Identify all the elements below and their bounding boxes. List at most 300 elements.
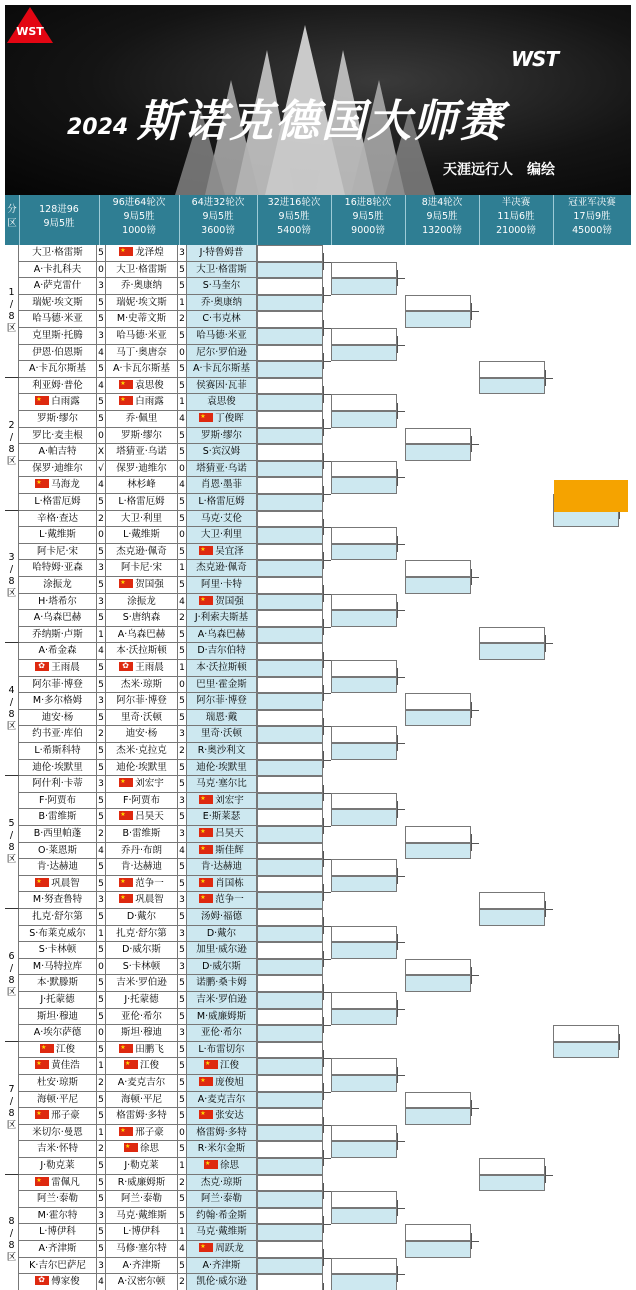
player-cell [187,876,257,893]
player-cell [106,876,178,893]
score-cell: 5 [178,1042,187,1059]
player-cell: 乔纳斯·卢斯 [19,627,97,644]
slot-box [405,975,471,992]
player-cell: 扎克·舒尔第 [19,909,97,926]
player-cell: 乔·奥康纳 [187,295,257,312]
player-cell: 亚伦·希尔 [187,1025,257,1042]
player-cell: S·卡林顿 [19,942,97,959]
slot-box [257,843,323,860]
player-cell [106,1058,178,1075]
slot-box [331,262,397,279]
round-header-3 [179,195,257,245]
player-cell: 林杉峰 [106,477,178,494]
player-cell: R·奥沙利文 [187,743,257,760]
slot-box [257,826,323,843]
player-cell: 迪伦·埃默里 [106,760,178,777]
china-flag-icon [199,828,213,837]
slot-box [331,926,397,943]
player-cell: 罗斯·缪尔 [187,428,257,445]
slot-box [331,610,397,627]
score-cell: 5 [97,1158,106,1175]
score-cell: 5 [178,859,187,876]
bracket-line [397,809,405,810]
bracket-line [397,477,405,478]
player-cell: 杜安·琼斯 [19,1075,97,1092]
table-row [19,461,257,478]
bracket-line [397,345,405,346]
player-cell: 斯坦·穆迪 [19,1009,97,1026]
slot-box [331,527,397,544]
bracket-line [397,1141,405,1142]
score-cell: 4 [178,477,187,494]
player-cell [19,1108,97,1125]
slot-box [257,544,323,561]
bracket-line [397,411,405,412]
slot-box [257,959,323,976]
table-row [19,660,257,677]
player-name: 巩晨智 [51,877,80,889]
slot-box [479,892,545,909]
score-cell: 5 [97,909,106,926]
hong-kong-flag-icon [35,662,49,671]
round-header-line: 45000镑 [572,225,612,236]
player-name: 田鹏飞 [135,1043,164,1055]
score-cell: 5 [178,361,187,378]
table-row [19,1175,257,1192]
player-cell: A·乌森巴赫 [187,627,257,644]
china-flag-icon [204,1160,218,1169]
china-flag-icon [119,396,133,405]
china-flag-icon [199,1243,213,1252]
player-cell: S·唐纳森 [106,610,178,627]
player-name: 贺国强 [135,579,164,590]
player-cell: 涂振龙 [19,577,97,594]
zone-label [5,909,19,1042]
score-cell: 5 [97,809,106,826]
player-cell: 瑞恩·戴 [187,710,257,727]
slot-box [257,627,323,644]
round-header-line: 分 [7,204,17,215]
bracket-line [323,693,331,694]
zone-char: 8 [8,576,15,588]
player-cell: 阿里·卡特 [187,577,257,594]
slot-box [257,394,323,411]
slot-box [257,776,323,793]
score-cell: 4 [97,345,106,362]
score-cell: 5 [97,793,106,810]
score-cell: 3 [178,926,187,943]
score-cell: 2 [97,1141,106,1158]
score-cell: 5 [97,544,106,561]
slot-box [331,544,397,561]
round-header-8 [553,195,631,245]
score-cell: 5 [178,776,187,793]
china-flag-icon [124,1143,138,1152]
round-header-2 [99,195,179,245]
slot-box [257,1141,323,1158]
score-cell: 4 [97,1274,106,1290]
slot-box [405,444,471,461]
bracket-line [323,361,331,362]
slot-box [257,345,323,362]
player-cell: R·威廉姆斯 [106,1175,178,1192]
player-cell: 迪安·杨 [19,710,97,727]
score-cell: 4 [178,843,187,860]
slot-box [331,1075,397,1092]
player-cell: M·威廉姆斯 [187,1009,257,1026]
round-header [5,195,631,245]
score-cell: 2 [178,1175,187,1192]
player-name: 王雨晨 [51,662,80,673]
slot-box [331,743,397,760]
player-cell [187,411,257,428]
score-cell: 5 [97,859,106,876]
bracket-line [397,1274,405,1275]
zone-label [5,643,19,776]
score-cell: 5 [97,992,106,1009]
player-cell: 杰米·克拉克 [106,743,178,760]
player-cell: 本·沃拉斯顿 [106,643,178,660]
player-cell: J·托蒙德 [19,992,97,1009]
player-cell: 本·沃拉斯顿 [187,660,257,677]
bracket-line [323,959,331,960]
score-cell: 5 [178,710,187,727]
slot-box [331,1141,397,1158]
player-cell: 伊恩·伯恩斯 [19,345,97,362]
slot-box [257,411,323,428]
player-cell: 本·默滕斯 [19,975,97,992]
bracket-line [471,975,479,976]
score-cell: 5 [97,610,106,627]
zone-char: 8 [8,1240,15,1252]
bracket-line [397,677,405,678]
table-row [19,760,257,777]
round-header-line: 冠亚军决赛 [568,197,616,208]
player-cell: L·布雷切尔 [187,1042,257,1059]
slot-box [257,560,323,577]
table-row [19,544,257,561]
score-cell: 5 [178,328,187,345]
score-cell: 3 [97,1258,106,1275]
score-cell: 1 [178,560,187,577]
score-cell: 5 [178,444,187,461]
slot-box [405,1108,471,1125]
table-row [19,262,257,279]
player-cell: 米切尔·曼恩 [19,1125,97,1142]
player-cell: J·托蒙德 [106,992,178,1009]
table-row [19,560,257,577]
china-flag-icon [119,811,133,820]
score-cell: 5 [178,1191,187,1208]
zone-char: 8 [8,842,15,854]
slot-box [257,245,323,262]
score-cell: 3 [178,726,187,743]
player-cell: 利亚姆·普伦 [19,378,97,395]
score-cell: 3 [178,959,187,976]
player-cell [19,1175,97,1192]
player-name: 吕昊天 [135,811,164,823]
zone-char: 5 [8,818,15,830]
china-flag-icon [35,1110,49,1119]
player-name: 贺国强 [215,595,244,607]
slot-box [331,992,397,1009]
slot-box [257,1058,323,1075]
bracket-line [323,859,331,860]
zone-char: 区 [6,721,17,733]
table-row [19,278,257,295]
zone-char: 区 [6,455,17,467]
player-cell: 瑞妮·埃文斯 [106,295,178,312]
player-cell: 塔猜亚·乌诺 [106,444,178,461]
player-cell: J·勒克莱 [106,1158,178,1175]
slot-box [331,1208,397,1225]
player-name: 袁思俊 [135,379,164,391]
bracket-line [323,992,331,993]
player-cell: 尼尔·罗伯逊 [187,345,257,362]
slot-box [331,1258,397,1275]
bracket-line [323,394,331,395]
zone-char: 1 [8,286,15,298]
player-name: 王雨晨 [135,662,164,673]
player-name: 吴宜泽 [215,545,244,557]
round-header-6 [405,195,479,245]
score-cell: √ [97,461,106,478]
player-cell [187,892,257,909]
player-cell: C·韦克林 [187,311,257,328]
player-cell: A·乌森巴赫 [106,627,178,644]
player-name: 江俊 [55,1043,75,1055]
bracket-line [471,1108,479,1109]
player-cell: M·多尔格姆 [19,693,97,710]
score-cell: 0 [97,1025,106,1042]
player-cell: 格雷姆·多特 [187,1125,257,1142]
player-cell: S·卡林顿 [106,959,178,976]
round-header-line: 1000镑 [122,225,156,236]
table-row [19,1274,257,1290]
score-cell: 5 [178,262,187,279]
player-cell: 杰克逊·佩奇 [187,560,257,577]
zone-label [5,245,19,378]
table-row [19,743,257,760]
round-header-4 [257,195,331,245]
bracket-line [323,461,331,462]
round-header-line: 3600镑 [201,225,235,236]
player-name: 徐思 [139,1143,159,1155]
player-cell: M·努查鲁特 [19,892,97,909]
zone-char: 区 [6,322,17,334]
title-banner [5,5,631,195]
player-cell: A·卡瓦尔斯基 [187,361,257,378]
slot-box [479,361,545,378]
table-row [19,992,257,1009]
player-cell [19,1042,97,1059]
player-cell: 马克·戴维斯 [187,1224,257,1241]
china-flag-icon [119,1044,133,1053]
player-cell: A·齐津斯 [187,1258,257,1275]
player-cell: 亚伦·希尔 [106,1009,178,1026]
zone-char: 8 [8,443,15,455]
china-flag-icon [119,878,133,887]
player-cell: L·格雷厄姆 [19,494,97,511]
player-cell: L·格雷厄姆 [106,494,178,511]
slot-box [257,511,323,528]
round-header-line: 半决赛 [501,197,531,208]
score-cell: 5 [97,361,106,378]
round-header-line: 11局6胜 [497,211,535,222]
score-cell: 5 [178,428,187,445]
slot-box [553,1042,619,1059]
player-cell: L·希斯科特 [19,743,97,760]
score-cell: 5 [178,1108,187,1125]
table-row [19,477,257,494]
slot-box [479,378,545,395]
player-cell: 罗斯·缪尔 [19,411,97,428]
score-cell: 5 [97,411,106,428]
china-flag-icon [199,413,213,422]
player-cell: L·戴维斯 [19,527,97,544]
table-row [19,892,257,909]
slot-box [257,1175,323,1192]
bracket-line [323,428,331,429]
bracket-line [471,1241,479,1242]
bracket-line [397,1208,405,1209]
player-cell [19,1058,97,1075]
player-cell: 迪伦·埃默里 [19,760,97,777]
slot-box [257,1208,323,1225]
player-cell: 约翰·希金斯 [187,1208,257,1225]
player-cell [19,660,97,677]
player-cell: 约书亚·库伯 [19,726,97,743]
player-cell [106,660,178,677]
score-cell: 5 [178,942,187,959]
bracket-line [545,643,553,644]
score-cell: 5 [97,394,106,411]
player-cell: A·汉密尔顿 [106,1274,178,1290]
slot-box [257,577,323,594]
slot-box [405,710,471,727]
player-cell [106,378,178,395]
player-cell: 乔·佩里 [106,411,178,428]
player-cell: 阿卡尼·宋 [19,544,97,561]
bracket-line [471,444,479,445]
table-row [19,311,257,328]
score-cell: 5 [97,577,106,594]
slot-box [331,809,397,826]
slot-box [257,610,323,627]
score-cell: 2 [97,1075,106,1092]
player-cell: 马克·戴维斯 [106,1208,178,1225]
slot-box [257,710,323,727]
zone-char: 区 [6,986,17,998]
player-cell: 保罗·迪维尔 [106,461,178,478]
table-row [19,1158,257,1175]
player-cell: L·戴维斯 [106,527,178,544]
player-cell: L·博伊科 [106,1224,178,1241]
player-name: 肖国栋 [215,877,244,889]
bracket-line [323,1258,331,1259]
table-row [19,643,257,660]
slot-box [257,361,323,378]
player-cell: S·马奎尔 [187,278,257,295]
player-cell [106,394,178,411]
player-cell: 杰克逊·佩奇 [106,544,178,561]
round-header-line: 128进96 [39,204,79,215]
slot-box [331,394,397,411]
slot-box [257,1025,323,1042]
score-cell: 3 [178,245,187,262]
player-cell: 汤姆·福德 [187,909,257,926]
wst-logo-text: WST [511,47,559,71]
round-header-line: 9局5胜 [426,211,458,222]
player-cell: 里奇·沃顿 [106,710,178,727]
player-cell: A·卡瓦尔斯基 [19,361,97,378]
bracket-line [397,1075,405,1076]
table-row [19,328,257,345]
player-name: 徐思 [219,1160,239,1171]
zone-label [5,776,19,909]
table-row [19,826,257,843]
score-cell: 5 [178,1258,187,1275]
bracket-line [397,610,405,611]
player-cell [106,577,178,594]
player-cell: E·斯莱瑟 [187,809,257,826]
player-cell [106,245,178,262]
round-header-line: 9局5胜 [43,218,75,229]
score-cell: 2 [97,726,106,743]
player-cell: M·马特拉库 [19,959,97,976]
bracket-line [545,378,553,379]
player-name: 邢子豪 [135,1126,164,1138]
score-cell: 4 [178,594,187,611]
score-cell: 4 [97,378,106,395]
zone-char: 4 [8,685,15,697]
score-cell: 5 [178,1208,187,1225]
player-cell: 哈特姆·亚森 [19,560,97,577]
table-row [19,511,257,528]
score-cell: 5 [178,511,187,528]
slot-box [257,892,323,909]
round-header-line: 96进64轮次 [112,197,166,208]
player-cell [187,1241,257,1258]
player-cell [187,1058,257,1075]
table-row [19,444,257,461]
slot-box [257,428,323,445]
table-row [19,1009,257,1026]
slot-box [331,677,397,694]
score-cell: 5 [97,245,106,262]
china-flag-icon [124,1060,138,1069]
china-flag-icon [119,579,133,588]
slot-box [257,444,323,461]
zone-char: 区 [6,854,17,866]
score-cell: 0 [97,428,106,445]
player-cell: 塔猜亚·乌诺 [187,461,257,478]
player-cell [106,1141,178,1158]
score-cell: 3 [97,278,106,295]
zone-label [5,378,19,511]
player-name: 白雨露 [51,396,80,408]
score-cell: 5 [178,577,187,594]
slot-box [257,494,323,511]
player-cell: 肯·达赫迪 [19,859,97,876]
player-name: 江俊 [219,1060,239,1072]
bracket-line [397,544,405,545]
round-header-line: 9000镑 [351,225,385,236]
score-cell: 5 [97,942,106,959]
table-row [19,1125,257,1142]
slot-box [331,461,397,478]
bracket-line [397,278,405,279]
